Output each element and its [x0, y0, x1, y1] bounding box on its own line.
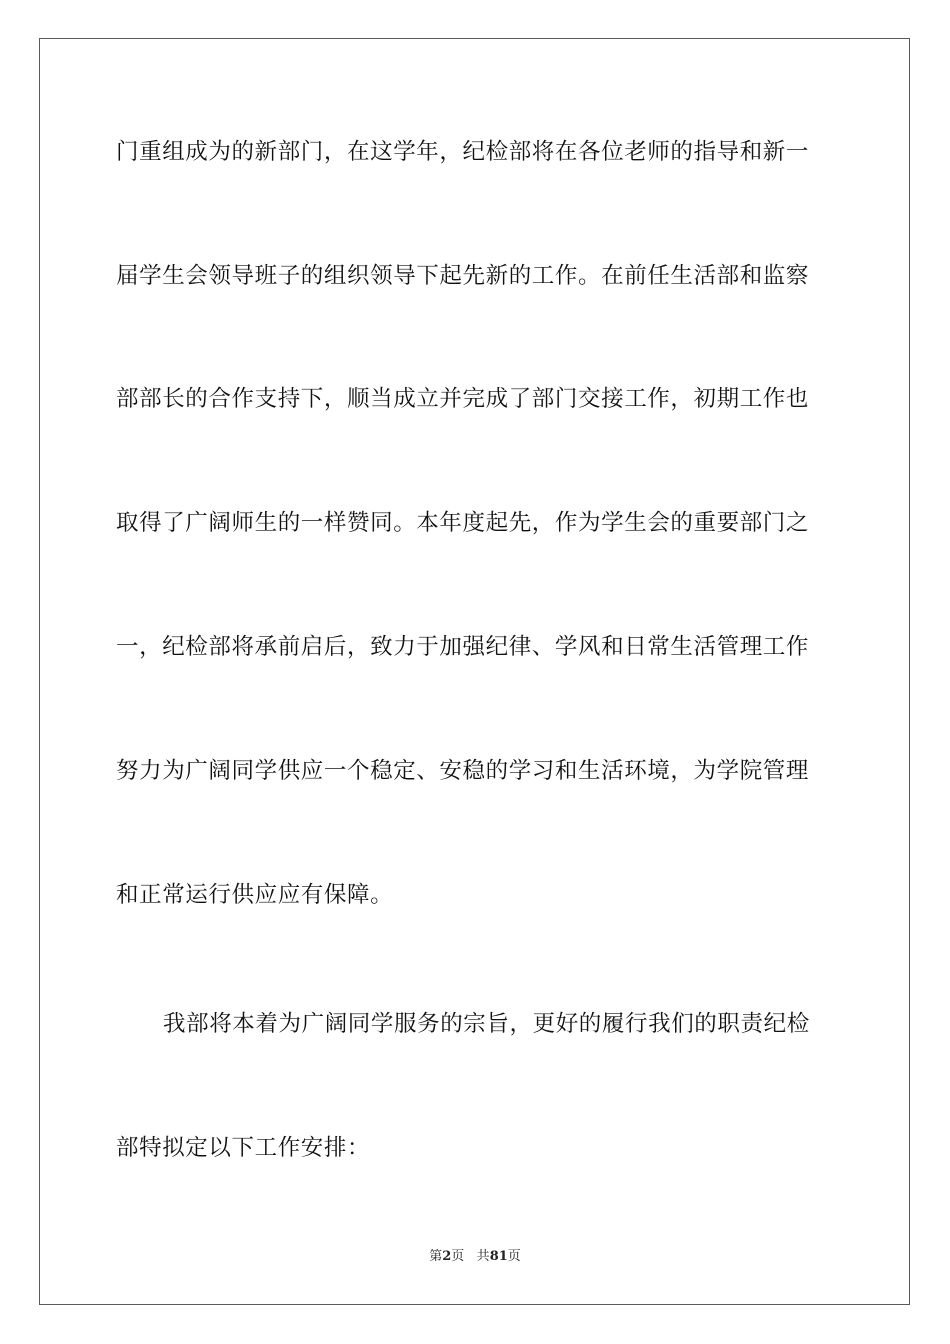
- body-text-line-8: 我部将本着为广阔同学服务的宗旨，更好的履行我们的职责纪检: [163, 1011, 810, 1037]
- footer-page-prefix: 第: [429, 1249, 443, 1264]
- body-text-line-2: 届学生会领导班子的组织领导下起先新的工作。在前任生活部和监察: [116, 263, 810, 289]
- body-text-line-6: 努力为广阔同学供应一个稳定、安稳的学习和生活环境，为学院管理: [116, 758, 810, 784]
- page-footer: [0, 1248, 950, 1266]
- footer-page-suffix: 页: [451, 1249, 465, 1264]
- body-text-line-4: 取得了广阔师生的一样赞同。本年度起先，作为学生会的重要部门之: [116, 510, 810, 536]
- footer-page-number: 2: [442, 1249, 452, 1264]
- body-text-line-1: 门重组成为的新部门，在这学年，纪检部将在各位老师的指导和新一: [116, 139, 810, 165]
- footer-total-pages: 81: [489, 1249, 508, 1264]
- footer-total-suffix: 页: [507, 1249, 521, 1264]
- body-text-line-3: 部部长的合作支持下，顺当成立并完成了部门交接工作，初期工作也: [116, 386, 810, 412]
- body-text-line-5: 一，纪检部将承前启后，致力于加强纪律、学风和日常生活管理工作: [116, 634, 810, 660]
- footer-total-prefix: 共: [476, 1249, 490, 1264]
- body-text-line-7: 和正常运行供应应有保障。: [116, 882, 394, 908]
- body-text-line-9: 部特拟定以下工作安排：: [116, 1135, 371, 1161]
- page-border: [39, 38, 910, 1305]
